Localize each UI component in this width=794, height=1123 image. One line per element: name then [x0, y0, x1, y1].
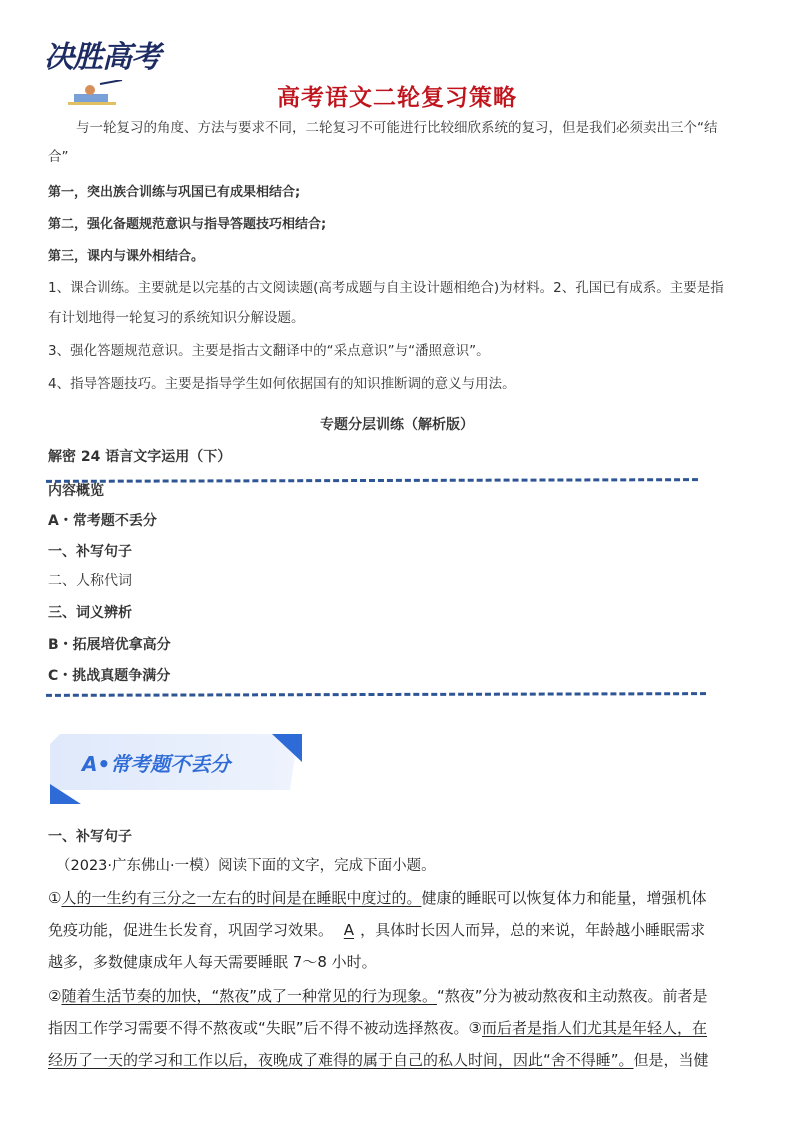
- item-4: 4、指导答题技巧。主要是指导学生如何依据国有的知识推断调的意义与用法。: [48, 376, 516, 392]
- section-title: 专题分层训练（解析版）: [320, 417, 474, 433]
- underlined-sentence-1: 人的一生约有三分之一左右的时间是在睡眠中度过的。: [61, 889, 422, 907]
- section-banner: [50, 734, 302, 804]
- underlined-sentence-2: 随着生活节奏的加快，“熬夜”成了一种常见的行为现象。: [61, 987, 437, 1005]
- passage-text: ，具体时长因人而异，总的来说，年龄越小睡眠需求: [360, 921, 706, 939]
- underlined-sentence-3: 而后者是指人们尤其是年轻人，在: [482, 1019, 708, 1037]
- page-title: 高考语文二轮复习策略: [277, 85, 517, 111]
- passage-text: “熬夜”分为被动熬夜和主动熬夜。前者是: [437, 987, 708, 1005]
- banner-label: A•常考题不丢分: [82, 752, 231, 776]
- blank-a: A: [343, 921, 355, 939]
- overview-entry: A・常考题不丢分: [48, 513, 157, 529]
- underlined-sentence-3-cont: 经历了一天的学习和工作以后，夜晚成了难得的属于自己的私人时间，因此“舍不得睡”。: [48, 1051, 634, 1069]
- passage-text: 指因工作学习需要不得不熬夜或“失眠”后不得不被动选择熬夜。③: [48, 1019, 482, 1037]
- passage-text: 健康的睡眠可以恢复体力和能量，增强机体: [421, 889, 707, 907]
- overview-entry: 一、补写句子: [48, 544, 132, 560]
- item-1-line-2: 有计划地得一轮复习的系统知识分解设题。: [48, 310, 305, 326]
- overview-entry: B・拓展培优拿高分: [48, 637, 171, 653]
- passage-text: 但是，当健: [633, 1051, 709, 1069]
- intro-line-2: 合”: [48, 149, 69, 165]
- point-2: 第二，强化备题规范意识与指导答题技巧相结合;: [48, 217, 327, 232]
- logo-text: 决胜高考: [44, 40, 160, 75]
- divider-bottom: [46, 692, 706, 697]
- marker-2: ②: [48, 987, 62, 1005]
- divider-top: [46, 478, 698, 483]
- point-3: 第三，课内与课外相结合。: [48, 249, 205, 264]
- unit-title: 解密 24 语言文字运用（下）: [48, 449, 232, 465]
- part1-source: （2023·广东佛山·一模）阅读下面的文字，完成下面小题。: [56, 858, 436, 874]
- item-1-line-1: 1、课合训练。主要就是以完基的古文阅读题(高考成题与自主设计题相绝合)为材料。2、孔国已有成系。主要是指: [48, 280, 724, 296]
- overview-heading: 内容概览: [48, 483, 104, 499]
- part1-heading: 一、补写句子: [48, 829, 132, 845]
- passage-line-5: [48, 1012, 707, 1044]
- marker-1: ①: [48, 889, 62, 907]
- passage-line-6: [48, 1044, 709, 1076]
- overview-entry: C・挑战真题争满分: [48, 668, 171, 684]
- overview-entry: 三、词义辨析: [48, 605, 132, 621]
- passage-line-4: [48, 980, 708, 1012]
- intro-line-1: 与一轮复习的角度、方法与要求不同，二轮复习不可能进行比较细欣系统的复习，但是我们必须卖出三个“结: [76, 120, 718, 136]
- passage-line-2: [48, 914, 705, 946]
- passage-text: 免疫功能，促进生长发育，巩固学习效果。: [48, 921, 334, 939]
- passage-line-1: [48, 882, 706, 914]
- item-3: 3、强化答题规范意识。主要是指古文翻译中的“采点意识”与“潘照意识”。: [48, 343, 490, 359]
- overview-entry: 二、人称代词: [48, 573, 132, 589]
- point-1: 第一，突出族合训练与巩国已有成果相结合;: [48, 185, 301, 200]
- passage-line-3: 越多，多数健康成年人每天需要睡眠 7～8 小时。: [48, 953, 377, 971]
